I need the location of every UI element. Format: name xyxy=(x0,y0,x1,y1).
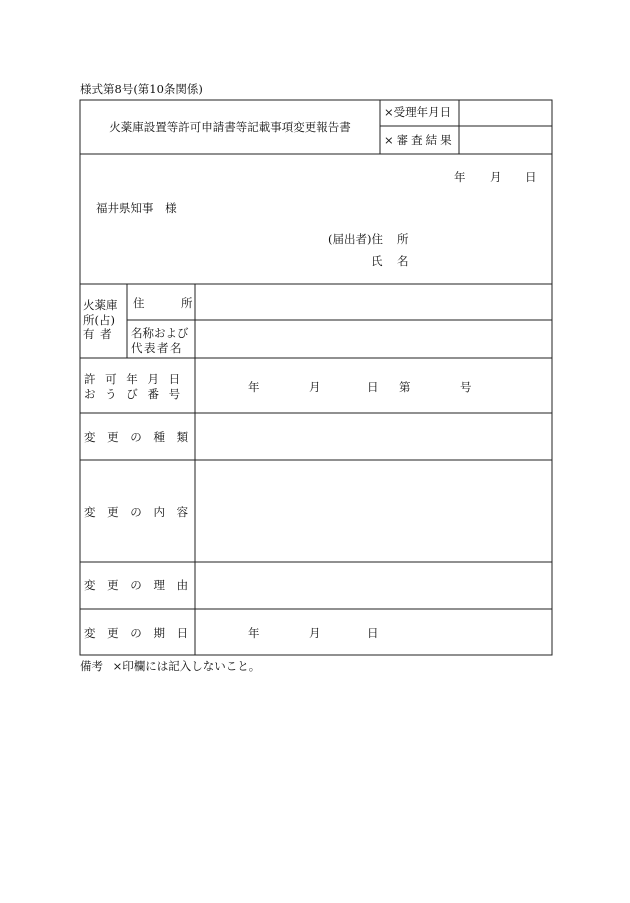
change-date-day: 日 xyxy=(367,626,379,640)
owner-address-label-1: 住 xyxy=(133,296,145,310)
review-result-field[interactable] xyxy=(460,127,551,153)
change-reason-label: 変 更 の 理 由 xyxy=(84,578,189,592)
change-date-year: 年 xyxy=(248,626,260,640)
addressee: 福井県知事 様 xyxy=(96,201,177,215)
change-type-label: 変 更 の 種 類 xyxy=(84,430,189,444)
report-date-month: 月 xyxy=(490,170,502,184)
change-type-field[interactable] xyxy=(196,414,551,459)
notifier-address-char: 所 xyxy=(397,232,409,246)
received-date-label: ×受理年月日 xyxy=(384,105,452,119)
owner-name-field[interactable] xyxy=(196,321,551,357)
permit-label: 許 可 年 月 日 お う び 番 号 xyxy=(84,372,181,401)
change-reason-field[interactable] xyxy=(196,563,551,608)
permit-go: 号 xyxy=(460,380,472,394)
notifier-name-char-2: 名 xyxy=(397,254,409,268)
owner-label: 火薬庫 所(占) 有 者 xyxy=(83,298,118,341)
document-title: 火薬庫設置等許可申請書等記載事項変更報告書 xyxy=(109,120,351,134)
remark: 備考 ×印欄には記入しないこと。 xyxy=(80,659,261,673)
owner-address-field[interactable] xyxy=(196,285,551,319)
change-date-month: 月 xyxy=(309,626,321,640)
form-number: 様式第8号(第10条関係) xyxy=(80,82,203,96)
notifier-address-label: (届出者)住 xyxy=(328,232,383,246)
permit-day: 日 xyxy=(367,380,379,394)
review-result-label: ×審査結果 xyxy=(384,133,455,147)
report-date-year: 年 xyxy=(454,170,466,184)
permit-dai: 第 xyxy=(399,380,411,394)
owner-name-label: 名称および 代表者名 xyxy=(131,326,189,355)
owner-address-label-2: 所 xyxy=(181,296,193,310)
change-content-label: 変 更 の 内 容 xyxy=(84,505,189,519)
permit-year: 年 xyxy=(248,380,260,394)
permit-month: 月 xyxy=(309,380,321,394)
change-date-label: 変 更 の 期 日 xyxy=(84,626,189,640)
change-content-field[interactable] xyxy=(196,461,551,561)
report-date-day: 日 xyxy=(525,170,537,184)
received-date-field[interactable] xyxy=(460,101,551,125)
notifier-name-char-1: 氏 xyxy=(371,254,383,268)
